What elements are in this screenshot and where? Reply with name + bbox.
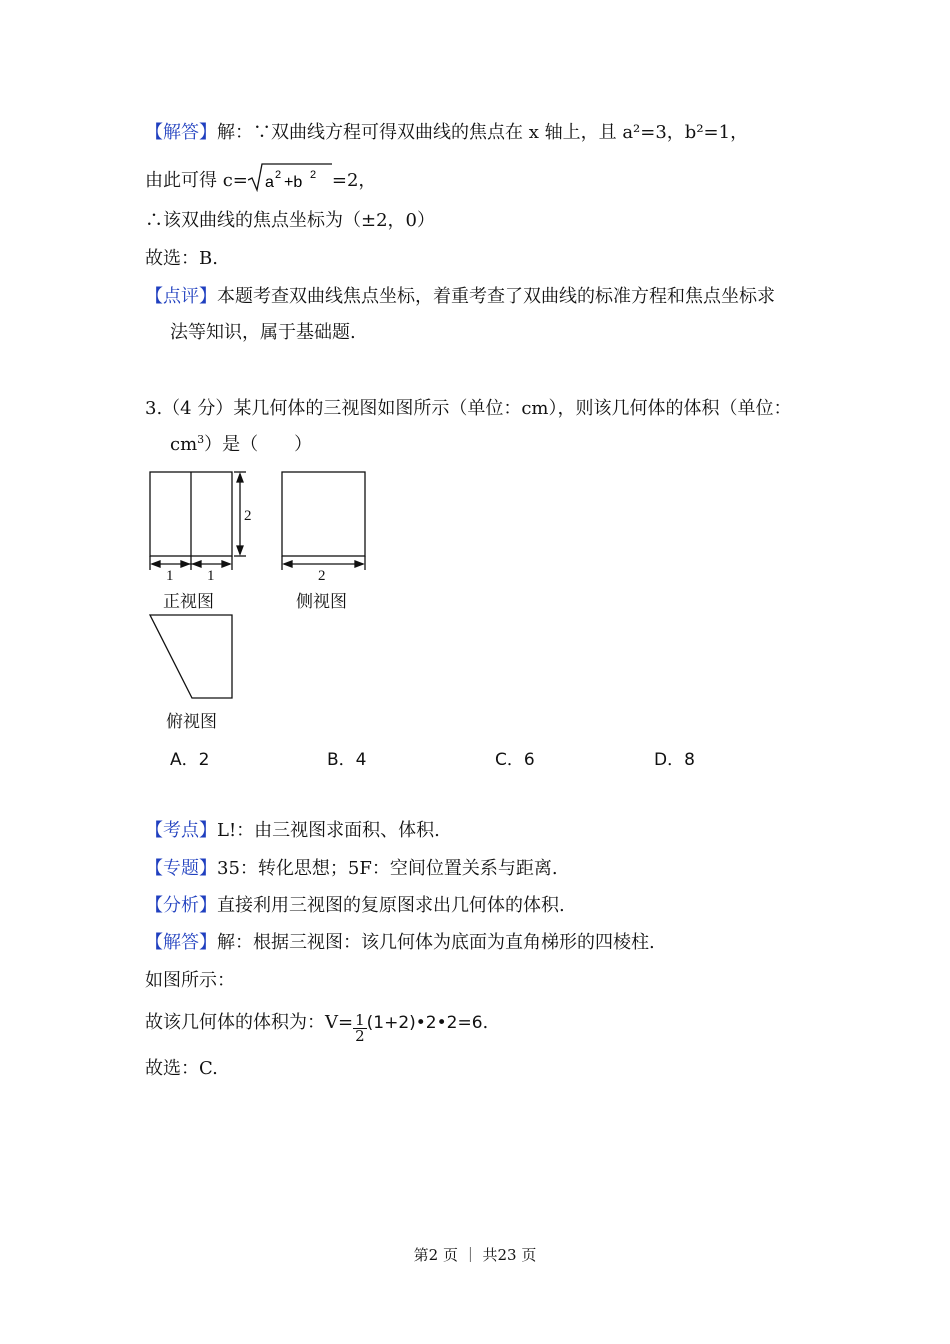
q3-zhuanti-tag: 【专题】 — [145, 858, 217, 879]
q3-volume-expr: (1+2)•2•2=6 — [366, 1013, 483, 1033]
q2-choice-line: 故选：B. — [145, 248, 218, 269]
fraction-denominator: 2 — [355, 1027, 365, 1045]
q2-answer-line — [145, 120, 748, 146]
fraction-one-half — [353, 1013, 367, 1044]
q3-jieda-line — [145, 930, 655, 956]
q2-c-suffix: =2， — [331, 170, 377, 191]
fraction-numerator: 1 — [355, 1011, 365, 1029]
sqrt-sign — [248, 162, 332, 192]
q3-volume-line — [145, 1010, 488, 1044]
q3-jieda-text: 解：根据三视图：该几何体为底面为直角梯形的四棱柱. — [217, 932, 655, 953]
sqrt-a-sup: 2 — [274, 169, 282, 181]
option-a[interactable]: A．2 — [170, 750, 210, 770]
q2-comment-line — [145, 284, 775, 310]
q3-stem-line-2 — [170, 432, 312, 458]
q3-fenxi-text: 直接利用三视图的复原图求出几何体的体积. — [217, 895, 565, 916]
q3-unit: cm — [170, 434, 198, 455]
sqrt-a: a — [264, 174, 274, 191]
q2-focus-line: ∴该双曲线的焦点坐标为（±2，0） — [145, 210, 435, 231]
q3-kaodian-line — [145, 818, 440, 844]
page-footer: 第2 页 ｜ 共23 页 — [413, 1246, 537, 1264]
q3-jieda-tag: 【解答】 — [145, 932, 217, 953]
top-view-trapezoid — [150, 615, 232, 698]
q3-fenxi-line — [145, 893, 565, 919]
q2-c-prefix: 由此可得 c= — [145, 170, 248, 191]
q3-stem-tail: ）是（ ） — [204, 434, 313, 455]
dim-right-label: 1 — [207, 568, 215, 584]
side-view-rect — [282, 472, 365, 556]
sqrt-b-sup: 2 — [309, 169, 317, 181]
q3-kaodian-tag: 【考点】 — [145, 820, 217, 841]
q2-c-line — [145, 162, 376, 194]
sqrt-expression — [248, 162, 332, 192]
q3-volume-prefix: 故该几何体的体积为：V= — [145, 1012, 354, 1033]
option-d[interactable]: D．8 — [654, 750, 695, 770]
q2-comment-text: 本题考查双曲线焦点坐标，着重考查了双曲线的标准方程和焦点坐标求 — [217, 286, 775, 307]
option-b[interactable]: B．4 — [327, 750, 367, 770]
q2-comment-tag: 【点评】 — [145, 286, 217, 307]
top-view-caption: 俯视图 — [166, 712, 217, 732]
q2-answer-tag: 【解答】 — [145, 122, 217, 143]
q3-unit-sup: 3 — [197, 433, 205, 446]
q3-stem: 3.（4 分）某几何体的三视图如图所示（单位：cm），则该几何体的体积（单位： — [145, 398, 792, 419]
q3-choice-line: 故选：C. — [145, 1058, 218, 1079]
q3-fenxi-tag: 【分析】 — [145, 895, 217, 916]
q3-kaodian-text: L!：由三视图求面积、体积. — [217, 820, 440, 841]
option-c[interactable]: C．6 — [495, 750, 535, 770]
dim-height-label: 2 — [244, 508, 252, 524]
q3-volume-end: . — [482, 1012, 489, 1033]
dim-side-label: 2 — [318, 568, 326, 584]
q3-zhuanti-line — [145, 856, 558, 882]
front-view-caption: 正视图 — [163, 592, 214, 612]
q3-shown-line: 如图所示： — [145, 970, 235, 991]
sqrt-b: +b — [283, 174, 303, 191]
q3-zhuanti-text: 35：转化思想；5F：空间位置关系与距离. — [217, 858, 558, 879]
dim-left-label: 1 — [166, 568, 174, 584]
q2-comment-line-2: 法等知识，属于基础题. — [170, 322, 356, 343]
side-view-caption: 侧视图 — [296, 592, 347, 612]
q2-answer-text: 解：∵双曲线方程可得双曲线的焦点在 x 轴上，且 a²=3，b²=1， — [217, 122, 749, 143]
